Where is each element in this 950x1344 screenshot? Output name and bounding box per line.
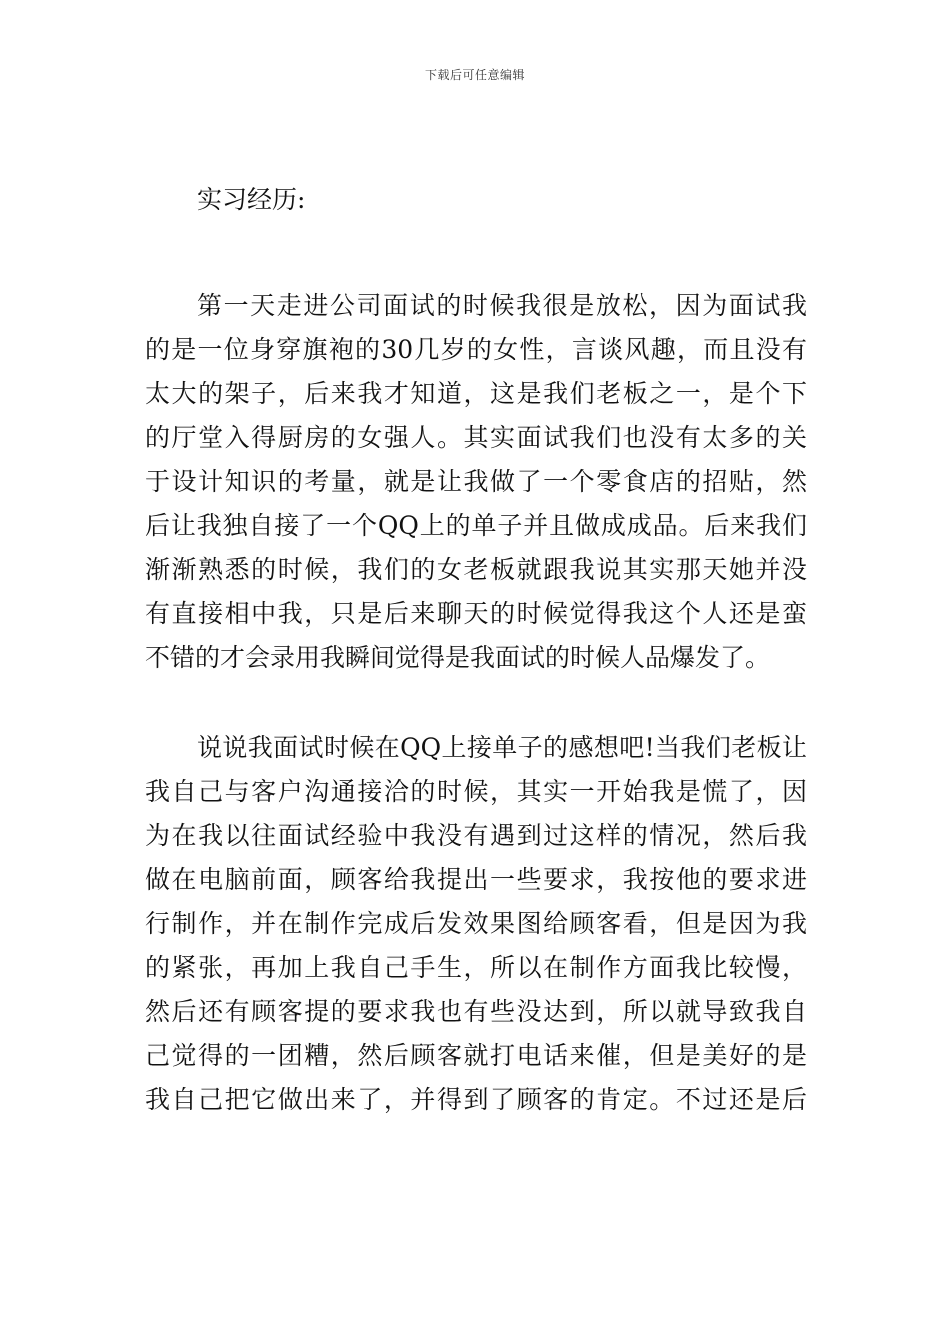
paragraph-line: 渐渐熟悉的时候，我们的女老板就跟我说其实那天她并没 [145,555,807,584]
paragraph-line: 的紧张，再加上我自己手生，所以在制作方面我比较慢， [145,953,807,982]
document-body [145,178,807,1122]
heading-spacer [145,222,807,284]
paragraph-line: 我自己与客户沟通接洽的时候，其实一开始我是慌了，因 [145,777,807,806]
paragraph-line: 于设计知识的考量，就是让我做了一个零食店的招贴，然 [145,467,807,496]
section-heading: 实习经历: [197,185,306,214]
header-note: 下载后可任意编辑 [424,68,525,82]
paragraph-line: 己觉得的一团糟，然后顾客就打电话来催，但是美好的是 [145,1041,807,1070]
paragraph-line: 做在电脑前面，顾客给我提出一些要求，我按他的要求进 [145,865,807,894]
paragraph-line: 说说我面试时候在QQ上接单子的感想吧!当我们老板让 [197,733,807,762]
paragraph-line: 为在我以往面试经验中我没有遇到过这样的情况，然后我 [145,821,807,850]
paragraph-line: 然后还有顾客提的要求我也有些没达到，所以就导致我自 [145,997,807,1026]
paragraph-line: 不错的才会录用我瞬间觉得是我面试的时候人品爆发了。 [145,643,771,672]
paragraph-line: 的厅堂入得厨房的女强人。其实面试我们也没有太多的关 [145,423,807,452]
paragraph-spacer [145,680,807,726]
paragraph-line: 有直接相中我，只是后来聊天的时候觉得我这个人还是蛮 [145,599,807,628]
paragraph-1 [145,284,807,680]
paragraph-line: 太大的架子，后来我才知道，这是我们老板之一，是个下 [145,379,807,408]
paragraph-2 [145,726,807,1122]
paragraph-line: 第一天走进公司面试的时候我很是放松，因为面试我 [197,291,807,320]
paragraph-line: 的是一位身穿旗袍的30几岁的女性，言谈风趣，而且没有 [145,335,807,364]
paragraph-line: 行制作，并在制作完成后发效果图给顾客看，但是因为我 [145,909,807,938]
paragraph-line: 后让我独自接了一个QQ上的单子并且做成成品。后来我们 [145,511,807,540]
paragraph-line: 我自己把它做出来了，并得到了顾客的肯定。不过还是后 [145,1085,807,1114]
